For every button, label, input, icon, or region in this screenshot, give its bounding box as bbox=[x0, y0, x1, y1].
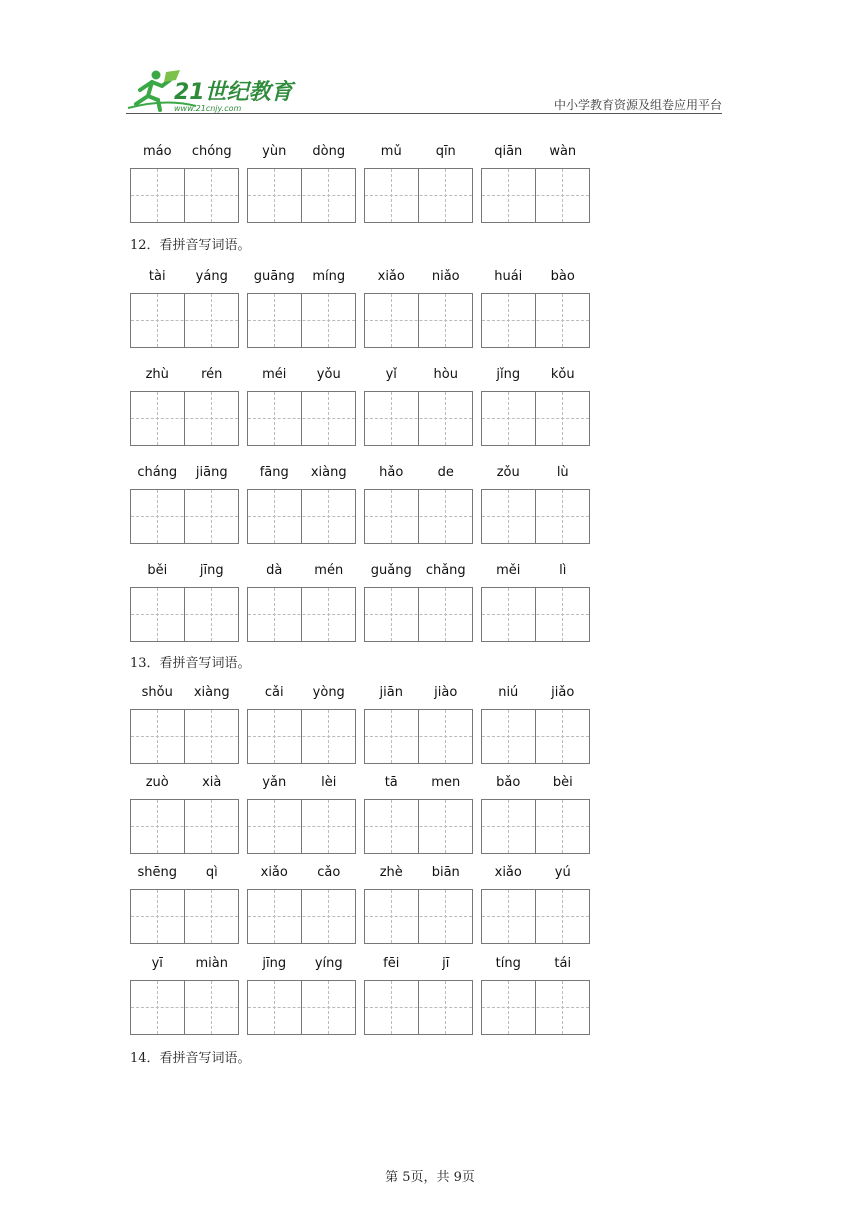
pinyin-label: chóng bbox=[191, 144, 232, 159]
writing-grid[interactable] bbox=[130, 889, 239, 944]
word-item bbox=[364, 144, 473, 224]
writing-grid[interactable] bbox=[481, 391, 590, 446]
grid-guide-line bbox=[131, 614, 238, 615]
grid-guide-line bbox=[131, 916, 238, 917]
platform-name: 中小学教育资源及组卷应用平台 bbox=[553, 98, 722, 112]
grid-guide-line bbox=[328, 169, 329, 222]
grid-guide-line bbox=[482, 916, 589, 917]
word-item bbox=[364, 775, 473, 855]
grid-guide-line bbox=[508, 588, 509, 641]
writing-grid[interactable] bbox=[247, 587, 356, 642]
grid-guide-line bbox=[248, 736, 355, 737]
pinyin-label: niú bbox=[498, 685, 519, 700]
pinyin-label: qì bbox=[205, 865, 218, 880]
question-title: 12．看拼音写词语。 bbox=[130, 238, 251, 253]
pinyin-label: mén bbox=[314, 563, 344, 578]
word-row bbox=[0, 956, 860, 1036]
writing-grid[interactable] bbox=[247, 293, 356, 348]
grid-guide-line bbox=[211, 588, 212, 641]
grid-guide-line bbox=[482, 736, 589, 737]
grid-guide-line bbox=[131, 1007, 238, 1008]
grid-guide-line bbox=[211, 490, 212, 543]
pinyin-label: xiǎo bbox=[494, 865, 522, 880]
pinyin-label: jī bbox=[442, 956, 450, 971]
pinyin-label: tái bbox=[554, 956, 572, 971]
word-item bbox=[130, 563, 239, 643]
grid-guide-line bbox=[131, 418, 238, 419]
word-item bbox=[130, 465, 239, 545]
grid-guide-line bbox=[157, 800, 158, 853]
word-row bbox=[0, 775, 860, 855]
grid-guide-line bbox=[274, 169, 275, 222]
writing-grid[interactable] bbox=[364, 168, 473, 223]
pinyin-label: niǎo bbox=[431, 269, 460, 284]
grid-guide-line bbox=[328, 392, 329, 445]
grid-guide-line bbox=[508, 890, 509, 943]
writing-grid[interactable] bbox=[481, 489, 590, 544]
header-divider bbox=[126, 113, 722, 114]
grid-guide-line bbox=[274, 710, 275, 763]
grid-guide-line bbox=[482, 418, 589, 419]
word-item bbox=[247, 563, 356, 643]
grid-guide-line bbox=[211, 294, 212, 347]
writing-grid[interactable] bbox=[247, 980, 356, 1035]
word-item bbox=[247, 685, 356, 765]
grid-guide-line bbox=[131, 195, 238, 196]
pinyin-label: lì bbox=[559, 563, 567, 578]
pinyin-label: yáng bbox=[195, 269, 228, 284]
grid-guide-line bbox=[391, 710, 392, 763]
grid-guide-line bbox=[562, 710, 563, 763]
grid-guide-line bbox=[211, 890, 212, 943]
grid-guide-line bbox=[211, 800, 212, 853]
pinyin-label: yòng bbox=[312, 685, 345, 700]
word-item bbox=[130, 367, 239, 447]
writing-grid[interactable] bbox=[247, 168, 356, 223]
grid-guide-line bbox=[274, 294, 275, 347]
grid-guide-line bbox=[508, 392, 509, 445]
word-item bbox=[481, 685, 590, 765]
pinyin-label: yùn bbox=[262, 144, 287, 159]
pinyin-label: xià bbox=[202, 775, 222, 790]
word-item bbox=[481, 865, 590, 945]
grid-guide-line bbox=[328, 588, 329, 641]
pinyin-label: jiào bbox=[434, 685, 458, 700]
pinyin-label: de bbox=[437, 465, 454, 480]
writing-grid[interactable] bbox=[130, 980, 239, 1035]
grid-guide-line bbox=[445, 981, 446, 1034]
word-item bbox=[364, 865, 473, 945]
word-row bbox=[0, 367, 860, 447]
pinyin-label: bào bbox=[550, 269, 575, 284]
pinyin-label: cǎo bbox=[317, 865, 341, 880]
pinyin-label: yǐ bbox=[385, 367, 397, 382]
pinyin-label: huái bbox=[494, 269, 523, 284]
pinyin-label: mǔ bbox=[380, 144, 402, 159]
grid-guide-line bbox=[482, 1007, 589, 1008]
grid-guide-line bbox=[131, 826, 238, 827]
grid-guide-line bbox=[445, 890, 446, 943]
pinyin-label: jīng bbox=[262, 956, 287, 971]
pinyin-label: yī bbox=[151, 956, 163, 971]
pinyin-label: jiǎo bbox=[551, 685, 575, 700]
pinyin-label: jǐng bbox=[496, 367, 521, 382]
grid-guide-line bbox=[248, 826, 355, 827]
word-item bbox=[247, 465, 356, 545]
grid-guide-line bbox=[482, 614, 589, 615]
grid-guide-line bbox=[445, 169, 446, 222]
pinyin-label: méi bbox=[262, 367, 287, 382]
writing-grid[interactable] bbox=[481, 587, 590, 642]
grid-guide-line bbox=[391, 294, 392, 347]
pinyin-label: zhè bbox=[379, 865, 403, 880]
writing-grid[interactable] bbox=[481, 293, 590, 348]
grid-guide-line bbox=[248, 916, 355, 917]
grid-guide-line bbox=[365, 418, 472, 419]
word-item bbox=[364, 685, 473, 765]
word-row bbox=[0, 269, 860, 349]
pinyin-label: tíng bbox=[495, 956, 521, 971]
grid-guide-line bbox=[562, 981, 563, 1034]
word-item bbox=[130, 144, 239, 224]
grid-guide-line bbox=[131, 320, 238, 321]
pinyin-label: qīn bbox=[435, 144, 456, 159]
grid-guide-line bbox=[211, 169, 212, 222]
pinyin-label: cháng bbox=[137, 465, 178, 480]
pinyin-label: lù bbox=[556, 465, 569, 480]
word-item bbox=[364, 367, 473, 447]
grid-guide-line bbox=[562, 490, 563, 543]
grid-guide-line bbox=[508, 981, 509, 1034]
word-item bbox=[481, 465, 590, 545]
word-item bbox=[481, 367, 590, 447]
pinyin-label: chǎng bbox=[425, 563, 466, 578]
grid-guide-line bbox=[482, 516, 589, 517]
grid-guide-line bbox=[365, 320, 472, 321]
writing-grid[interactable] bbox=[364, 980, 473, 1035]
writing-grid[interactable] bbox=[481, 980, 590, 1035]
pinyin-label: xiàng bbox=[193, 685, 230, 700]
writing-grid[interactable] bbox=[481, 168, 590, 223]
grid-guide-line bbox=[274, 981, 275, 1034]
grid-guide-line bbox=[508, 490, 509, 543]
grid-guide-line bbox=[562, 169, 563, 222]
word-item bbox=[130, 775, 239, 855]
grid-guide-line bbox=[391, 490, 392, 543]
grid-guide-line bbox=[131, 736, 238, 737]
pinyin-label: hòu bbox=[433, 367, 458, 382]
pinyin-label: yǎn bbox=[262, 775, 287, 790]
pinyin-label: jiān bbox=[379, 685, 403, 700]
grid-guide-line bbox=[391, 169, 392, 222]
word-row bbox=[0, 144, 860, 224]
grid-guide-line bbox=[274, 392, 275, 445]
writing-grid[interactable] bbox=[130, 489, 239, 544]
grid-guide-line bbox=[157, 169, 158, 222]
writing-grid[interactable] bbox=[364, 799, 473, 854]
grid-guide-line bbox=[328, 800, 329, 853]
grid-guide-line bbox=[274, 800, 275, 853]
pinyin-label: dà bbox=[266, 563, 283, 578]
grid-guide-line bbox=[562, 890, 563, 943]
writing-grid[interactable] bbox=[364, 391, 473, 446]
word-item bbox=[130, 685, 239, 765]
writing-grid[interactable] bbox=[481, 799, 590, 854]
grid-guide-line bbox=[365, 916, 472, 917]
grid-guide-line bbox=[248, 614, 355, 615]
grid-guide-line bbox=[328, 490, 329, 543]
grid-guide-line bbox=[508, 169, 509, 222]
grid-guide-line bbox=[365, 614, 472, 615]
pinyin-label: shǒu bbox=[141, 685, 173, 700]
grid-guide-line bbox=[328, 710, 329, 763]
writing-grid[interactable] bbox=[364, 709, 473, 764]
pinyin-label: jiāng bbox=[195, 465, 228, 480]
word-item bbox=[247, 269, 356, 349]
grid-guide-line bbox=[562, 392, 563, 445]
writing-grid[interactable] bbox=[247, 489, 356, 544]
pinyin-label: zǒu bbox=[496, 465, 520, 480]
pinyin-label: shēng bbox=[137, 865, 177, 880]
pinyin-label: tài bbox=[148, 269, 166, 284]
pinyin-label: xiàng bbox=[310, 465, 347, 480]
word-item bbox=[130, 956, 239, 1036]
word-row bbox=[0, 465, 860, 545]
logo-text: 21世纪教育 bbox=[174, 80, 293, 105]
pinyin-label: miàn bbox=[195, 956, 228, 971]
pinyin-label: hǎo bbox=[379, 465, 404, 480]
grid-guide-line bbox=[274, 588, 275, 641]
word-item bbox=[130, 865, 239, 945]
word-item bbox=[364, 956, 473, 1036]
word-item bbox=[481, 563, 590, 643]
grid-guide-line bbox=[328, 890, 329, 943]
writing-grid[interactable] bbox=[130, 709, 239, 764]
grid-guide-line bbox=[157, 981, 158, 1034]
word-item bbox=[364, 563, 473, 643]
page-number: 第 5页，共 9页 bbox=[385, 1170, 475, 1185]
grid-guide-line bbox=[157, 890, 158, 943]
grid-guide-line bbox=[328, 981, 329, 1034]
question-title: 13．看拼音写词语。 bbox=[130, 656, 251, 671]
grid-guide-line bbox=[445, 392, 446, 445]
word-item bbox=[130, 269, 239, 349]
writing-grid[interactable] bbox=[481, 709, 590, 764]
word-row bbox=[0, 865, 860, 945]
pinyin-label: xiǎo bbox=[260, 865, 288, 880]
grid-guide-line bbox=[391, 800, 392, 853]
word-row bbox=[0, 563, 860, 643]
grid-guide-line bbox=[445, 490, 446, 543]
grid-guide-line bbox=[365, 195, 472, 196]
grid-guide-line bbox=[482, 826, 589, 827]
grid-guide-line bbox=[328, 294, 329, 347]
pinyin-label: bèi bbox=[552, 775, 573, 790]
pinyin-label: míng bbox=[312, 269, 346, 284]
pinyin-label: fēi bbox=[383, 956, 400, 971]
grid-guide-line bbox=[365, 1007, 472, 1008]
pinyin-label: měi bbox=[496, 563, 521, 578]
grid-guide-line bbox=[562, 294, 563, 347]
writing-grid[interactable] bbox=[130, 799, 239, 854]
writing-grid[interactable] bbox=[481, 889, 590, 944]
grid-guide-line bbox=[211, 392, 212, 445]
word-item bbox=[247, 956, 356, 1036]
pinyin-label: wàn bbox=[549, 144, 577, 159]
pinyin-label: xiǎo bbox=[377, 269, 405, 284]
writing-grid[interactable] bbox=[130, 391, 239, 446]
grid-guide-line bbox=[445, 800, 446, 853]
grid-guide-line bbox=[391, 392, 392, 445]
grid-guide-line bbox=[365, 736, 472, 737]
pinyin-label: zhù bbox=[145, 367, 169, 382]
word-item bbox=[364, 465, 473, 545]
pinyin-label: jīng bbox=[199, 563, 224, 578]
grid-guide-line bbox=[248, 1007, 355, 1008]
grid-guide-line bbox=[274, 490, 275, 543]
pinyin-label: men bbox=[431, 775, 461, 790]
pinyin-label: běi bbox=[147, 563, 168, 578]
writing-grid[interactable] bbox=[247, 799, 356, 854]
word-item bbox=[481, 775, 590, 855]
word-item bbox=[481, 956, 590, 1036]
word-item bbox=[481, 144, 590, 224]
writing-grid[interactable] bbox=[364, 293, 473, 348]
grid-guide-line bbox=[248, 320, 355, 321]
grid-guide-line bbox=[248, 195, 355, 196]
grid-guide-line bbox=[508, 800, 509, 853]
grid-guide-line bbox=[131, 516, 238, 517]
pinyin-label: tā bbox=[384, 775, 398, 790]
word-row bbox=[0, 685, 860, 765]
pinyin-label: guǎng bbox=[370, 563, 412, 578]
pinyin-label: yíng bbox=[314, 956, 343, 971]
grid-guide-line bbox=[248, 516, 355, 517]
writing-grid[interactable] bbox=[130, 293, 239, 348]
pinyin-label: biān bbox=[431, 865, 460, 880]
pinyin-label: kǒu bbox=[550, 367, 575, 382]
grid-guide-line bbox=[391, 981, 392, 1034]
grid-guide-line bbox=[274, 890, 275, 943]
writing-grid[interactable] bbox=[364, 889, 473, 944]
pinyin-label: dòng bbox=[312, 144, 346, 159]
pinyin-label: máo bbox=[142, 144, 172, 159]
grid-guide-line bbox=[157, 490, 158, 543]
grid-guide-line bbox=[365, 826, 472, 827]
logo-graphic bbox=[126, 68, 296, 114]
grid-guide-line bbox=[445, 294, 446, 347]
grid-guide-line bbox=[211, 710, 212, 763]
grid-guide-line bbox=[508, 294, 509, 347]
grid-guide-line bbox=[562, 800, 563, 853]
pinyin-label: yú bbox=[554, 865, 571, 880]
pinyin-label: rén bbox=[201, 367, 223, 382]
question-title: 14．看拼音写词语。 bbox=[130, 1051, 251, 1066]
pinyin-label: fāng bbox=[259, 465, 289, 480]
pinyin-label: cǎi bbox=[264, 685, 284, 700]
word-item bbox=[481, 269, 590, 349]
grid-guide-line bbox=[157, 392, 158, 445]
pinyin-label: yǒu bbox=[316, 367, 341, 382]
page-header bbox=[0, 0, 860, 120]
word-item bbox=[247, 144, 356, 224]
writing-grid[interactable] bbox=[247, 889, 356, 944]
grid-guide-line bbox=[365, 516, 472, 517]
writing-grid[interactable] bbox=[364, 587, 473, 642]
pinyin-label: bǎo bbox=[496, 775, 521, 790]
grid-guide-line bbox=[157, 294, 158, 347]
grid-guide-line bbox=[482, 320, 589, 321]
pinyin-label: lèi bbox=[321, 775, 337, 790]
grid-guide-line bbox=[562, 588, 563, 641]
word-item bbox=[364, 269, 473, 349]
grid-guide-line bbox=[391, 890, 392, 943]
grid-guide-line bbox=[445, 588, 446, 641]
pinyin-label: qiān bbox=[494, 144, 523, 159]
writing-grid[interactable] bbox=[247, 391, 356, 446]
grid-guide-line bbox=[157, 588, 158, 641]
word-item bbox=[247, 367, 356, 447]
writing-grid[interactable] bbox=[130, 587, 239, 642]
pinyin-label: zuò bbox=[145, 775, 169, 790]
grid-guide-line bbox=[248, 418, 355, 419]
word-item bbox=[247, 865, 356, 945]
writing-grid[interactable] bbox=[130, 168, 239, 223]
grid-guide-line bbox=[391, 588, 392, 641]
grid-guide-line bbox=[157, 710, 158, 763]
logo bbox=[126, 68, 296, 114]
grid-guide-line bbox=[445, 710, 446, 763]
logo-url: www.21cnjy.com bbox=[174, 104, 242, 113]
pinyin-label: guāng bbox=[253, 269, 295, 284]
grid-guide-line bbox=[211, 981, 212, 1034]
writing-grid[interactable] bbox=[247, 709, 356, 764]
word-item bbox=[247, 775, 356, 855]
writing-grid[interactable] bbox=[364, 489, 473, 544]
grid-guide-line bbox=[482, 195, 589, 196]
grid-guide-line bbox=[508, 710, 509, 763]
